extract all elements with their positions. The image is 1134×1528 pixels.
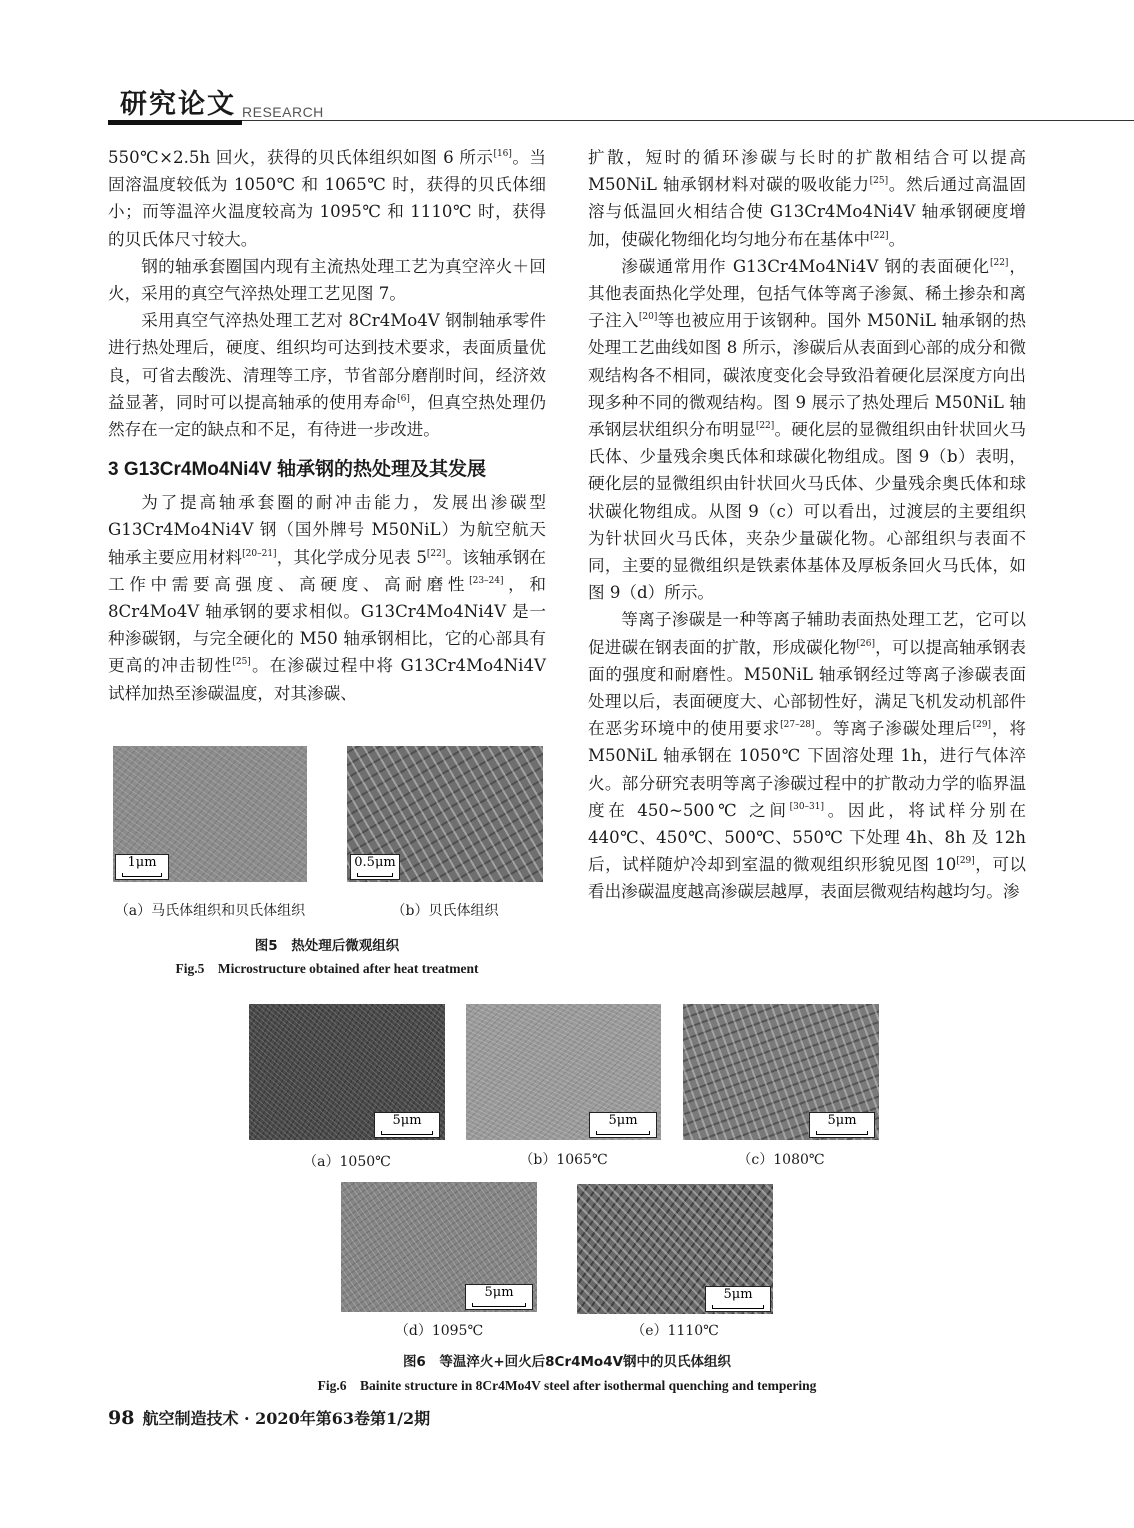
citation: [22]	[426, 548, 446, 559]
scale-bar: 0.5μm	[350, 854, 400, 880]
paragraph: 采用真空气淬热处理工艺对 8Cr4Mo4V 钢制轴承零件进行热处理后，硬度、组织均可达到技术要求，表面质量优良，可省去酸洗、清理等工序，节省部分磨削时间，经济效益显著，同时可以提高轴承的使用寿命[6]，但真空热处理仍然存在一定的缺点和不足，有待进一步改进。	[108, 311, 547, 440]
citation: [23–24]	[469, 575, 504, 586]
subfigure-caption: （e）1110℃	[631, 1323, 719, 1339]
micrograph-6a	[249, 1004, 445, 1140]
left-column	[108, 144, 546, 707]
citation: [22]	[755, 421, 775, 432]
journal-info: 航空制造技术 · 2020年第63卷第1/2期	[142, 1409, 431, 1428]
micrograph-6b	[466, 1004, 661, 1140]
subfigure-caption: （b）1065℃	[519, 1152, 608, 1168]
scale-bar: 5μm	[374, 1112, 440, 1138]
page-header	[108, 82, 1134, 126]
citation: [29]	[972, 720, 992, 731]
section-heading: 3 G13Cr4Mo4Ni4V 轴承钢的热处理及其发展	[108, 459, 486, 481]
header-rule-thick	[108, 120, 242, 125]
subfigure-caption: （a）1050℃	[303, 1154, 391, 1170]
citation: [6]	[397, 393, 410, 404]
figure-title-en: Fig.5 Microstructure obtained after heat treatment	[175, 961, 479, 976]
page-number: 98	[108, 1407, 135, 1429]
citation: [22]	[989, 257, 1009, 268]
scale-bar: 5μm	[465, 1284, 533, 1310]
paragraph: 550℃×2.5h 回火，获得的贝氏体组织如图 6 所示[16]。当固溶温度较低为 1050℃ 和 1065℃ 时，获得的贝氏体细小；而等温淬火温度较高为 1095℃ 和 1110℃ 时，获得的贝氏体尺寸较大。	[108, 148, 547, 249]
header-rule-thin	[242, 120, 1134, 121]
scale-bar: 5μm	[809, 1112, 875, 1138]
micrograph-5b	[347, 746, 543, 882]
citation: [26]	[856, 638, 875, 649]
paragraph: 钢的轴承套圈国内现有主流热处理工艺为真空淬火＋回火，采用的真空气淬热处理工艺见图 7。	[108, 256, 546, 304]
citation: [20–21]	[242, 548, 277, 559]
right-column	[588, 144, 1026, 906]
citation: [25]	[869, 176, 889, 187]
citation: [20]	[638, 312, 658, 323]
citation: [27–28]	[780, 720, 815, 731]
micrograph-5a	[113, 746, 307, 882]
citation: [25]	[232, 657, 251, 668]
citation: [30–31]	[789, 801, 825, 812]
citation: [29]	[956, 856, 975, 867]
paragraph: 扩散，短时的循环渗碳与长时的扩散相结合可以提高 M50NiL 轴承钢材料对碳的吸收能力[25]。然后通过高温固溶与低温回火相结合使 G13Cr4Mo4Ni4V 轴承钢硬度增加，使碳化物细化均匀地分布在基体中[22]。	[588, 148, 1026, 249]
figure-title-cn: 图5 热处理后微观组织	[254, 938, 400, 954]
paragraph: 渗碳通常用作 G13Cr4Mo4Ni4V 钢的表面硬化[22]，其他表面热化学处理，包括气体等离子渗氮、稀土掺杂和离子注入[20]等也被应用于该钢种。国外 M50NiL 轴承钢的热处理工艺曲线如图 8 所示，渗碳后从表面到心部的成分和微观结构各不相同，碳浓度变化会导致沿着硬化层深度方向出现多种不同的微观结构。图 9 展示了热处理后 M50NiL 轴承钢层状组织分布明显[22]。硬化层的显微组织由针状回火马氏体、少量残余奥氏体和球碳化物组成。图 9（b）表明，硬化层的显微组织由针状回火马氏体、少量残余奥氏体和球状碳化物组成。从图 9（c）可以看出，过渡层的主要组织为针状回火马氏体，夹杂少量碳化物。心部组织与表面不同，主要的显微组织是铁素体基体及厚板条回火马氏体，如图 9（d）所示。	[588, 256, 1027, 603]
subfigure-caption: （b）贝氏体组织	[391, 903, 499, 919]
citation: [16]	[493, 149, 512, 159]
micrograph-6d	[341, 1182, 537, 1312]
figure-title-en: Fig.6 Bainite structure in 8Cr4Mo4V steel after isothermal quenching and tempering	[317, 1378, 817, 1393]
micrograph-6e	[577, 1184, 773, 1314]
micrograph-6c	[683, 1004, 879, 1140]
paragraph: 为了提高轴承套圈的耐冲击能力，发展出渗碳型 G13Cr4Mo4Ni4V 钢（国外牌号 M50NiL）为航空航天轴承主要应用材料[20–21]，其化学成分见表 5[22]。该轴承钢在工作中需要高强度、高硬度、高耐磨性[23–24]，和 8Cr4Mo4V 轴承钢的要求相似。G13Cr4Mo4Ni4V 是一种渗碳钢，与完全硬化的 M50 轴承钢相比，它的心部具有更高的冲击韧性[25]。在渗碳过程中将 G13Cr4Mo4Ni4V 试样加热至渗碳温度，对其渗碳、	[108, 493, 547, 703]
page-footer	[108, 1406, 430, 1429]
scale-bar: 1μm	[115, 854, 169, 880]
section-title-en: RESEARCH	[242, 104, 324, 120]
citation: [22]	[870, 230, 889, 241]
scale-bar: 5μm	[705, 1286, 771, 1312]
scale-bar: 5μm	[589, 1112, 657, 1138]
figure-title-cn: 图6 等温淬火+回火后8Cr4Mo4V钢中的贝氏体组织	[402, 1354, 732, 1370]
subfigure-caption: （c）1080℃	[737, 1152, 825, 1168]
subfigure-caption: （a）马氏体组织和贝氏体组织	[114, 903, 306, 919]
paragraph: 等离子渗碳是一种等离子辅助表面热处理工艺，它可以促进碳在钢表面的扩散，形成碳化物[26]，可以提高轴承钢表面的强度和耐磨性。M50NiL 轴承钢经过等离子渗碳表面处理以后，表面硬度大、心部韧性好，满足飞机发动机部件在恶劣环境中的使用要求[27–28]。等离子渗碳处理后[29]，将 M50NiL 轴承钢在 1050℃ 下固溶处理 1h，进行气体淬火。部分研究表明等离子渗碳过程中的扩散动力学的临界温度在 450~500℃ 之间[30–31]。因此，将试样分别在 440℃、450℃、500℃、550℃ 下处理 4h、8h 及 12h 后，试样随炉冷却到室温的微观组织形貌见图 10[29]，可以看出渗碳温度越高渗碳层越厚，表面层微观结构越均匀。渗	[588, 610, 1027, 902]
section-title-cn: 研究论文	[120, 89, 236, 120]
subfigure-caption: （d）1095℃	[394, 1323, 484, 1339]
